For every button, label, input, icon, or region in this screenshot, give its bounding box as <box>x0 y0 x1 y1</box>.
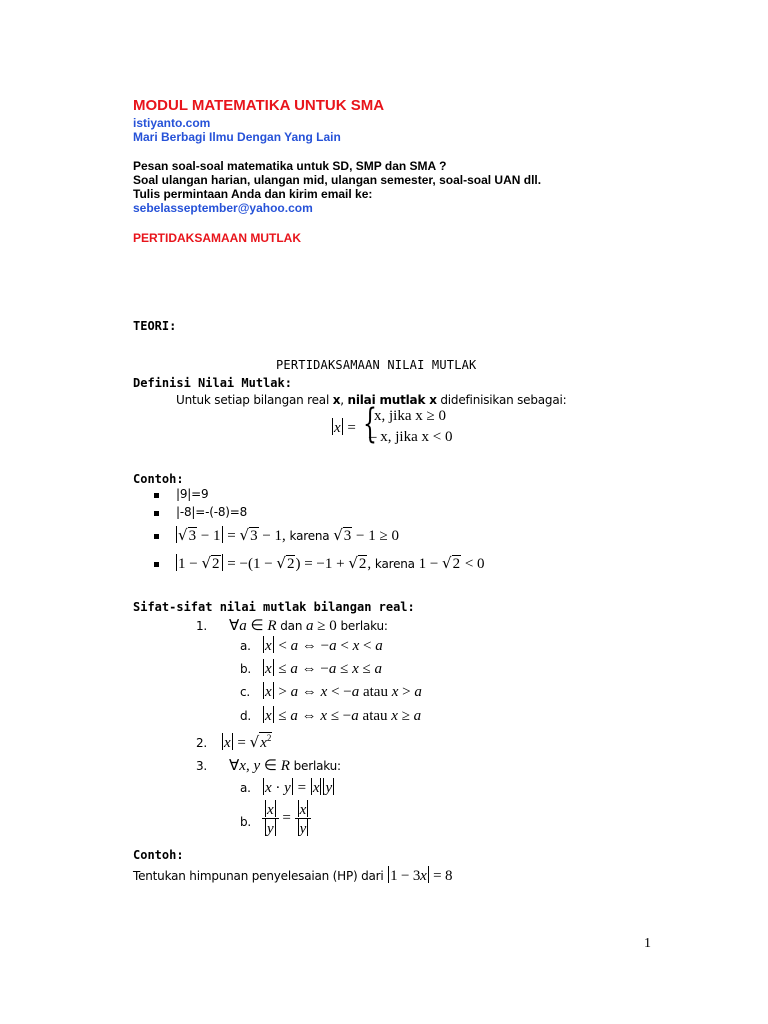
dan-label: dan <box>280 619 303 633</box>
property-1d-label: d. <box>240 709 252 723</box>
def-text-post: didefinisikan sebagai: <box>436 393 567 407</box>
site-link[interactable]: istiyanto.com <box>133 116 211 130</box>
example-4: 1 − √2 = −(1 − √2) = −1 + √2, karena 1 − √2 < 0 <box>178 554 485 572</box>
promo-line-1: Pesan soal-soal matematika untuk SD, SMP dan SMA ? <box>133 159 447 173</box>
property-1d: x ≤ a ⇔ x ≤ −a atau x ≥ a <box>265 708 422 724</box>
berlaku-label: berlaku: <box>293 759 341 773</box>
definition-heading: Definisi Nilai Mutlak: <box>133 376 292 390</box>
property-1c: x > a ⇔ x < −a atau x > a <box>265 684 422 700</box>
teori-label: TEORI: <box>133 319 177 333</box>
bullet-icon <box>154 534 159 539</box>
property-3b-label: b. <box>240 815 252 829</box>
example-1: |9|=9 <box>176 487 209 501</box>
property-1b: x ≤ a ⇔ −a ≤ x ≤ a <box>265 661 383 677</box>
berlaku-label: berlaku: <box>340 619 388 633</box>
property-2: $x = √x^2$ <box>224 733 272 751</box>
example-heading: Contoh: <box>133 472 184 486</box>
atau-label: atau <box>362 684 388 700</box>
example-2: |-8|=-(-8)=8 <box>176 505 248 519</box>
def-text-pre: Untuk setiap bilangan real <box>176 393 333 407</box>
property-1c-label: c. <box>240 685 251 699</box>
property-3-number: 3. <box>196 759 208 773</box>
property-1-number: 1. <box>196 619 208 633</box>
property-3a: x · y = x y <box>265 780 333 796</box>
property-3: ∀x, y ∈ R berlaku: <box>229 758 341 774</box>
karena-label: karena <box>289 529 330 543</box>
bullet-icon <box>154 562 159 567</box>
problem-text-label: Tentukan himpunan penyelesaian (HP) dari <box>133 869 384 883</box>
def-x1: x <box>332 393 341 407</box>
property-3b: $\frac{x}{y}$ = $\frac{x}{y}$ <box>262 800 311 837</box>
problem-text: Tentukan himpunan penyelesaian (HP) dari 1 − 3x = 8 <box>133 868 453 884</box>
example-2-heading: Contoh: <box>133 848 184 862</box>
def-x2: x <box>425 393 437 407</box>
property-3a-label: a. <box>240 781 251 795</box>
promo-line-2: Soal ulangan harian, ulangan mid, ulangan semester, soal-soal UAN dll. <box>133 173 542 187</box>
topic-title: PERTIDAKSAMAAN MUTLAK <box>133 231 301 245</box>
definition-case-1: x, jika x ≥ 0 <box>374 408 446 424</box>
abs-x-definition: x = <box>334 420 356 436</box>
example-3: √3 − 1 = √3 − 1, karena √3 − 1 ≥ 0 <box>178 526 399 544</box>
bullet-icon <box>154 493 159 498</box>
property-1: ∀a ∈ R dan a ≥ 0 berlaku: <box>229 618 388 634</box>
tagline: Mari Berbagi Ilmu Dengan Yang Lain <box>133 130 341 144</box>
page-number: 1 <box>644 936 651 951</box>
property-1a: x < a ⇔ −a < x < a <box>265 638 383 654</box>
def-bold-term: nilai mutlak <box>347 393 426 407</box>
karena-label: karena <box>374 557 415 571</box>
bullet-icon <box>154 511 159 516</box>
properties-heading: Sifat-sifat nilai mutlak bilangan real: <box>133 600 415 614</box>
brace-icon: { <box>363 401 377 447</box>
email-link[interactable]: sebelasseptember@yahoo.com <box>133 201 313 215</box>
promo-line-3: Tulis permintaan Anda dan kirim email ke: <box>133 187 373 201</box>
atau-label: atau <box>362 708 388 724</box>
section-title: PERTIDAKSAMAAN NILAI MUTLAK <box>276 358 477 372</box>
property-1b-label: b. <box>240 662 252 676</box>
module-title: MODUL MATEMATIKA UNTUK SMA <box>133 97 385 114</box>
property-2-number: 2. <box>196 736 208 750</box>
definition-case-2: – x, jika x < 0 <box>369 429 453 445</box>
property-1a-label: a. <box>240 639 251 653</box>
def-sep: , <box>340 393 348 407</box>
